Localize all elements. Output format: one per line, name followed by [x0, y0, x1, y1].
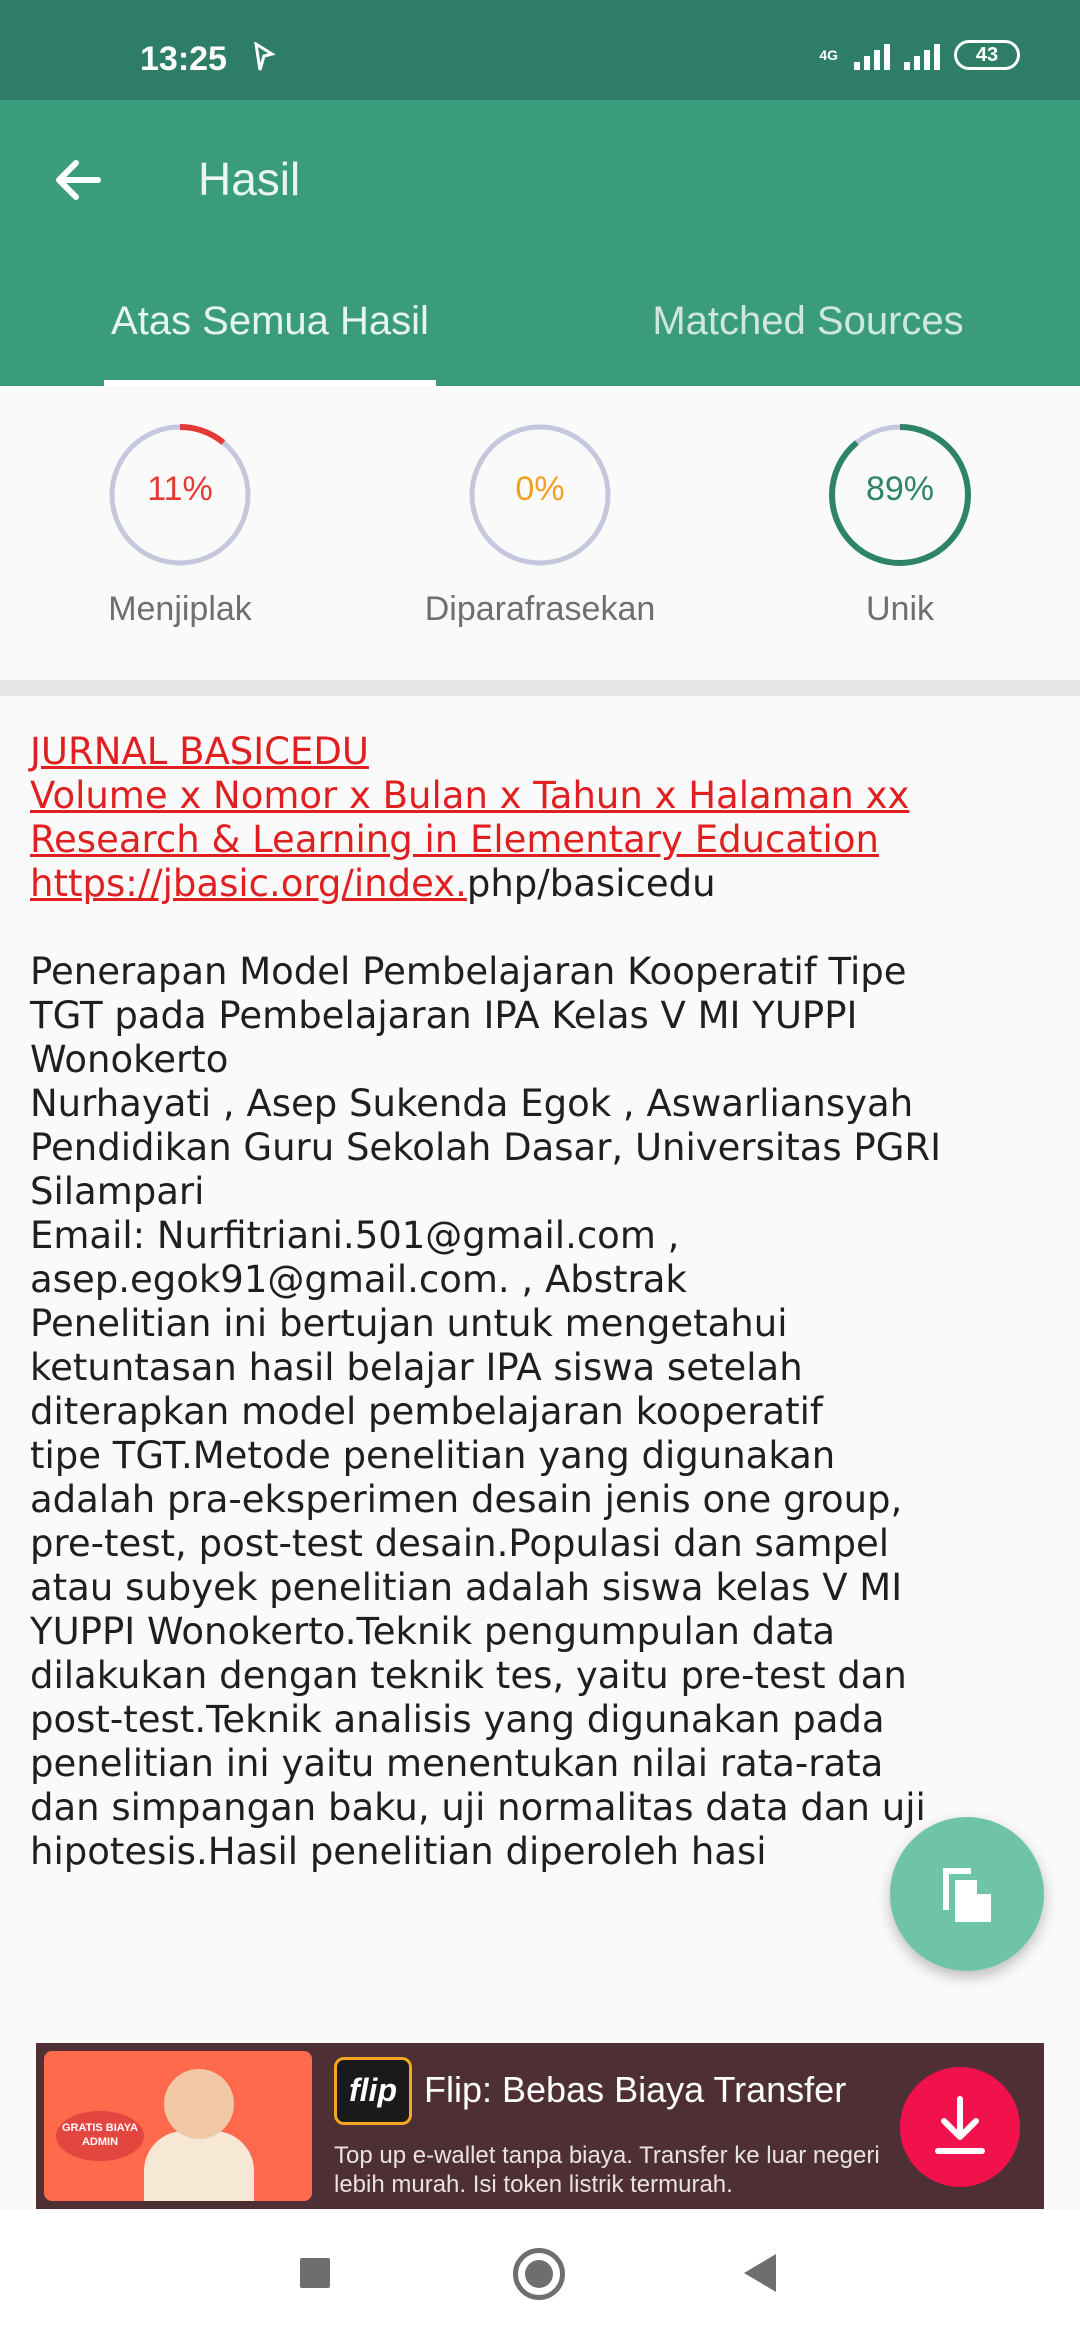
stats-section: [0, 386, 1080, 680]
body-line: Pendidikan Guru Sekolah Dasar, Universitas PGRI: [30, 1126, 942, 1169]
tab-atas-semua-hasil[interactable]: Atas Semua Hasil: [111, 299, 429, 343]
url-rest: php/basicedu: [466, 862, 716, 905]
system-nav-bar: [0, 2210, 1080, 2340]
copy-button[interactable]: [890, 1817, 1044, 1971]
body-line: diterapkan model pembelajaran kooperatif: [30, 1390, 823, 1433]
copy-icon: [935, 1862, 999, 1926]
highlighted-line: JURNAL BASICEDU: [30, 730, 369, 773]
signal-icon-2: [904, 40, 940, 70]
stat-diparafrasekan: [390, 422, 690, 629]
body-line: Email: Nurfitriani.501@gmail.com ,: [30, 1214, 680, 1257]
url-line: [30, 862, 1040, 906]
stat-percent: 89%: [865, 470, 935, 508]
tab-bar: [0, 286, 1080, 386]
body-line: YUPPI Wonokerto.Teknik pengumpulan data: [30, 1610, 836, 1653]
network-type: 4G: [819, 47, 838, 63]
home-icon[interactable]: [513, 2248, 565, 2300]
body-line: tipe TGT.Metode penelitian yang digunakan: [30, 1434, 836, 1477]
body-line: post-test.Teknik analisis yang digunakan pada: [30, 1698, 885, 1741]
download-icon: [930, 2095, 990, 2159]
status-indicators: [819, 40, 1020, 70]
document-text: [30, 730, 1040, 1874]
body-line: asep.egok91@gmail.com. , Abstrak: [30, 1258, 687, 1301]
body-line: Silampari: [30, 1170, 205, 1213]
ad-logo: flip: [334, 2057, 412, 2125]
navigation-arrow-icon: [252, 42, 276, 72]
body-line: hipotesis.Hasil penelitian diperoleh hasi: [30, 1830, 767, 1873]
body-line: Wonokerto: [30, 1038, 229, 1081]
back-triangle-icon[interactable]: [744, 2254, 776, 2292]
body-line: adalah pra-eksperimen desain jenis one group,: [30, 1478, 903, 1521]
battery-icon: 43: [954, 40, 1020, 70]
stat-menjiplak: [30, 422, 330, 629]
body-line: atau subyek penelitian adalah siswa kelas V MI: [30, 1566, 903, 1609]
body-line: ketuntasan hasil belajar IPA siswa setelah: [30, 1346, 803, 1389]
body-line: dilakukan dengan teknik tes, yaitu pre-test dan: [30, 1654, 907, 1697]
ad-title: Flip: Bebas Biaya Transfer: [424, 2069, 847, 2110]
body-line: dan simpangan baku, uji normalitas data dan uji: [30, 1786, 926, 1829]
stat-label: Menjiplak: [108, 590, 252, 628]
stat-label: Unik: [865, 590, 935, 628]
body-line: Nurhayati , Asep Sukenda Egok , Aswarliansyah: [30, 1082, 914, 1125]
body-line: Penelitian ini bertujan untuk mengetahui: [30, 1302, 788, 1345]
ad-download-button[interactable]: [900, 2067, 1020, 2187]
ad-badge: GRATIS BIAYA ADMIN: [56, 2111, 144, 2161]
divider: [0, 680, 1080, 696]
highlighted-line: Research & Learning in Elementary Education: [30, 818, 879, 861]
stat-percent: 11%: [147, 470, 213, 508]
arrow-left-icon[interactable]: [48, 150, 108, 210]
url-highlight: https://jbasic.org/index.: [30, 862, 467, 905]
page-title: Hasil: [198, 153, 301, 205]
highlighted-line: Volume x Nomor x Bulan x Tahun x Halaman xx: [30, 774, 910, 817]
body-line: TGT pada Pembelajaran IPA Kelas V MI YUPPI: [30, 994, 858, 1037]
stat-label: Diparafrasekan: [424, 590, 656, 628]
stat-percent: 0%: [515, 470, 565, 508]
body-line: penelitian ini yaitu menentukan nilai rata-rata: [30, 1742, 884, 1785]
ad-banner[interactable]: [36, 2043, 1044, 2209]
recents-icon[interactable]: [300, 2258, 330, 2288]
tab-matched-sources[interactable]: Matched Sources: [652, 299, 964, 343]
ad-description: Top up e-wallet tanpa biaya. Transfer ke luar negeri lebih murah. Isi token listrik termurah.: [334, 2142, 880, 2198]
status-bar: [0, 0, 1080, 100]
body-line: pre-test, post-test desain.Populasi dan sampel: [30, 1522, 890, 1565]
signal-icon: [854, 40, 890, 70]
ad-image: [44, 2051, 312, 2201]
stat-unik: [750, 422, 1050, 629]
status-time: 13:25: [140, 40, 227, 78]
body-line: Penerapan Model Pembelajaran Kooperatif Tipe: [30, 950, 907, 993]
